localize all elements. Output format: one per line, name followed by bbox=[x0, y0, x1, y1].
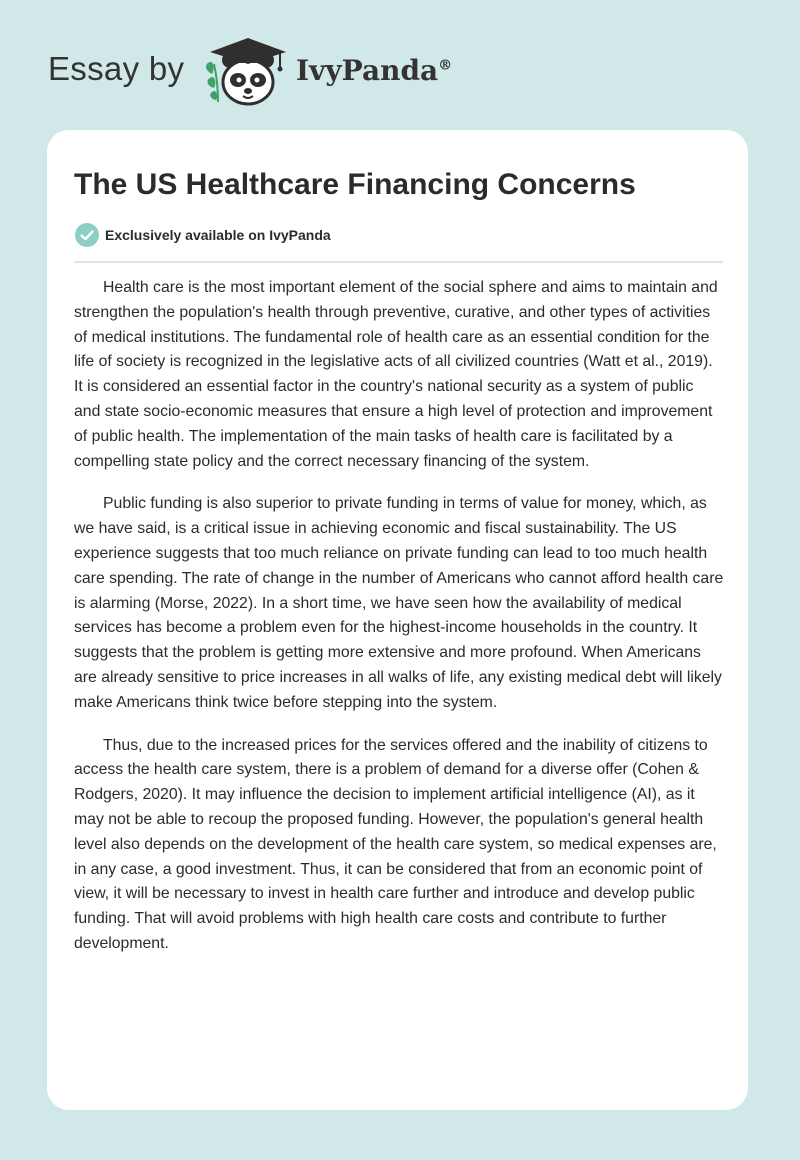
brand-name: IvyPanda bbox=[296, 54, 439, 87]
paragraph: Thus, due to the increased prices for the services offered and the inability of citizens to access the health care system, there is a problem of demand for a diverse offer (Cohen & Rodgers, 2020). It may influence the decision to implement artificial intelligence (AI), as it may not be able to recoup the proposed funding. However, the population's general health level also depends on the development of the health care system, so medical expenses are, in any case, a good investment. Thus, it can be considered that from an economic point of view, it will be necessary to invest in health care further and introduce and develop public funding. That will avoid problems with high health care costs and contribute to further development. bbox=[74, 736, 717, 952]
check-circle-icon bbox=[74, 222, 100, 248]
page-title: The US Healthcare Financing Concerns bbox=[74, 168, 636, 201]
essay-by-label: Essay by bbox=[48, 50, 185, 87]
divider bbox=[74, 261, 723, 263]
essay-card bbox=[47, 130, 748, 1110]
brand-logo-text[interactable] bbox=[296, 54, 452, 87]
site-header bbox=[0, 0, 800, 130]
paragraph: Public funding is also superior to private funding in terms of value for money, which, as we have said, is a critical issue in achieving economic and fiscal sustainability. The US experience suggests that too much reliance on private funding can lead to too much health care spending. The rate of change in the number of Americans who cannot afford health care is alarming (Morse, 2022). In a short time, we have seen how the availability of medical services has become a problem even for the highest-income households in the country. It suggests that the problem is getting more extensive and more profound. When Americans are already sensitive to price increases in all walks of life, any existing medical debt will likely make Americans think twice before stepping into the system. bbox=[74, 495, 724, 711]
exclusive-badge bbox=[74, 222, 331, 248]
registered-mark: ® bbox=[438, 57, 453, 74]
paragraph: Health care is the most important element of the social sphere and aims to maintain and strengthen the population's health through preventive, curative, and other types of activities of medical institutions. The fundamental role of health care as an essential condition for the life of society is recognized in the legislative acts of all civilized countries (Watt et al., 2019). It is considered an essential factor in the country's national security as a system of public and state socio-economic measures that ensure a high level of protection and improvement of public health. The implementation of the main tasks of health care is facilitated by a compelling state policy and the correct necessary financing of the system. bbox=[74, 279, 718, 470]
exclusive-label: Exclusively available on IvyPanda bbox=[105, 227, 331, 243]
panda-graduation-cap-icon[interactable] bbox=[200, 36, 292, 108]
essay-body bbox=[74, 276, 724, 975]
